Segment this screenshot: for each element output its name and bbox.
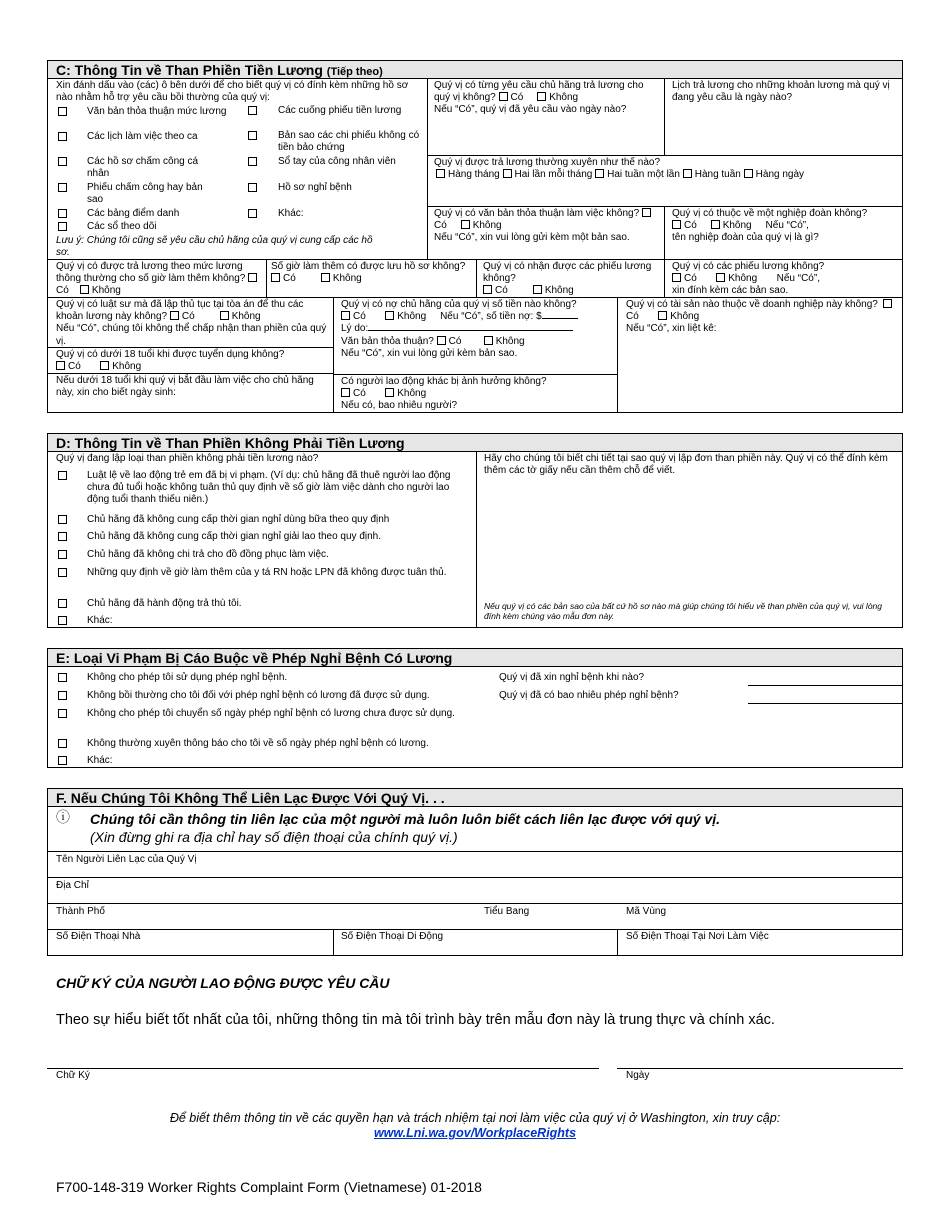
paychecks-received-yes-checkbox[interactable] bbox=[483, 285, 492, 294]
state-field[interactable]: Tiểu Bang bbox=[484, 906, 530, 917]
sick-leave-checkbox[interactable] bbox=[58, 739, 67, 748]
sick-leave-when-question: Quý vị đã xin nghỉ bệnh khi nào? bbox=[499, 672, 645, 683]
owe-agreement-yes-checkbox[interactable] bbox=[437, 336, 446, 345]
section-d-header: D: Thông Tin về Than Phiền Không Phải Tiền Lương bbox=[47, 433, 903, 452]
sick-leave-amount-field[interactable] bbox=[748, 703, 902, 704]
signature-title: CHỮ KÝ CỦA NGƯỜI LAO ĐỘNG ĐƯỢC YÊU CẦU bbox=[56, 975, 390, 991]
section-c-title: C: Thông Tin về Than Phiền Tiền Lương bbox=[56, 62, 323, 78]
non-wage-item: Chủ hãng đã không cung cấp thời gian nghỉ giải lao theo quy định. bbox=[87, 531, 381, 542]
union-question: Quý vị có thuộc về một nghiệp đoàn không? Có Không Nếu “Có”, tên nghiệp đoàn của quý vị là gì? bbox=[672, 208, 868, 244]
owe-question: Quý vị có nợ chủ hãng của quý vị số tiền nào không? Có Không Nếu “Có”, số tiền nợ: $ Lý do: Văn bản thỏa thuận? Có Không Nếu “Có”, xin vui lòng gửi kèm bản sao. bbox=[341, 299, 577, 359]
doc-label: Sổ tay của công nhân viên bbox=[278, 156, 396, 167]
signature-label: Chữ Ký bbox=[56, 1070, 90, 1081]
date-label: Ngày bbox=[626, 1070, 650, 1081]
date-line[interactable] bbox=[617, 1068, 903, 1069]
zip-field[interactable]: Mã Vùng bbox=[626, 906, 667, 917]
cell-phone-field[interactable]: Số Điện Thoại Di Động bbox=[341, 931, 444, 942]
sick-leave-checkbox[interactable] bbox=[58, 756, 67, 765]
home-phone-field[interactable]: Số Điện Thoại Nhà bbox=[56, 931, 141, 942]
footer-info: Để biết thêm thông tin về các quyền hạn và trách nhiệm tại nơi làm việc của quý vị ở Washington, xin truy cập: bbox=[169, 1111, 781, 1125]
non-wage-checkbox[interactable] bbox=[58, 515, 67, 524]
doc-label: Các hồ sơ chấm công cá nhân bbox=[87, 156, 199, 180]
non-wage-item: Chủ hãng đã không chi trả cho đồ đồng phục làm việc. bbox=[87, 549, 329, 560]
complaint-details-note: Nếu quý vị có các bản sao của bất cứ hồ sơ nào mà giúp chúng tôi hiểu về than phiền của quý vị, vui lòng đính kèm chúng vào mẫu đơn này. bbox=[484, 601, 882, 622]
freq-checkbox[interactable] bbox=[503, 169, 512, 178]
pay-schedule-question: Lịch trả lương cho những khoản lương mà quý vị đang yêu cầu là ngày nào? bbox=[672, 80, 890, 104]
section-c-header bbox=[47, 60, 903, 79]
owe-agreement-no-checkbox[interactable] bbox=[484, 336, 493, 345]
signature-line[interactable] bbox=[47, 1068, 599, 1069]
non-wage-question: Quý vị đang lập loại than phiền không phải tiền lương nào? bbox=[56, 453, 319, 464]
birthdate-question: Nếu dưới 18 tuổi khi quý vị bắt đầu làm việc cho chủ hãng này, xin cho biết ngày sinh: bbox=[56, 375, 314, 399]
sick-leave-checkbox[interactable] bbox=[58, 691, 67, 700]
owe-no-checkbox[interactable] bbox=[385, 311, 394, 320]
agreement-no-checkbox[interactable] bbox=[461, 220, 470, 229]
city-field[interactable]: Thành Phố bbox=[56, 906, 105, 917]
sick-leave-when-field[interactable] bbox=[748, 685, 902, 686]
doc-label: Bản sao các chi phiếu không có tiền bảo chứng bbox=[278, 130, 420, 154]
freq-checkbox[interactable] bbox=[744, 169, 753, 178]
request-pay-question: Quý vị có từng yêu cầu chủ hãng trả lương cho quý vị không? Có Không Nếu “Có”, quý vị đã yêu cầu vào ngày nào? bbox=[434, 80, 644, 116]
union-no-checkbox[interactable] bbox=[711, 220, 720, 229]
paid-rate-yes-checkbox[interactable] bbox=[248, 273, 257, 282]
contact-name-field[interactable]: Tên Người Liên Lạc của Quý Vị bbox=[56, 854, 197, 865]
sick-leave-item: Khác: bbox=[87, 755, 113, 766]
pay-frequency-options: Hàng tháng Hai lần mỗi tháng Hai tuần một lần Hàng tuần Hàng ngày bbox=[436, 169, 901, 181]
lawyer-yes-checkbox[interactable] bbox=[170, 311, 179, 320]
non-wage-checkbox[interactable] bbox=[58, 550, 67, 559]
sick-leave-checkbox[interactable] bbox=[58, 673, 67, 682]
sick-leave-item: Không cho phép tôi sử dụng phép nghỉ bệnh. bbox=[87, 672, 288, 683]
others-no-checkbox[interactable] bbox=[385, 388, 394, 397]
overtime-records-question: Số giờ làm thêm có được lưu hồ sơ không? Có Không bbox=[271, 261, 466, 285]
non-wage-checkbox[interactable] bbox=[58, 532, 67, 541]
footer-link[interactable]: www.Lni.wa.gov/WorkplaceRights bbox=[373, 1126, 577, 1140]
doc-checkbox[interactable] bbox=[58, 209, 67, 218]
paychecks-question: Quý vị có các phiếu lương không? Có Không Nếu “Có”, xin đính kèm các bản sao. bbox=[672, 261, 825, 297]
work-agreement-question: Quý vị có văn bản thỏa thuận làm việc không? Có Không Nếu “Có”, xin vui lòng gửi kèm một bản sao. bbox=[434, 208, 662, 245]
doc-label: Khác: bbox=[278, 208, 304, 219]
doc-label: Văn bản thỏa thuận mức lương bbox=[87, 106, 227, 117]
freq-checkbox[interactable] bbox=[595, 169, 604, 178]
sick-leave-checkbox[interactable] bbox=[58, 709, 67, 718]
pay-frequency-question: Quý vị được trả lương thường xuyên như thế nào? bbox=[434, 157, 661, 168]
request-yes-checkbox[interactable] bbox=[499, 92, 508, 101]
section-f-header: F. Nếu Chúng Tôi Không Thể Liên Lạc Được Với Quý Vị. . . bbox=[47, 788, 903, 807]
non-wage-item: Luật lệ về lao động trẻ em đã bị vi phạm. (Ví dụ: chủ hãng đã thuê người lao động chưa đủ tuổi hoặc không tuân thủ quy định về số giờ làm việc dành cho người lao động tuổi thanh thiếu niên.) bbox=[87, 470, 451, 506]
non-wage-item: Khác: bbox=[87, 615, 113, 626]
doc-checkbox[interactable] bbox=[58, 107, 67, 116]
doc-checkbox[interactable] bbox=[248, 209, 257, 218]
info-icon: ⓘ bbox=[56, 809, 70, 825]
assets-yes-checkbox[interactable] bbox=[883, 299, 892, 308]
agreement-yes-checkbox[interactable] bbox=[642, 208, 651, 217]
others-yes-checkbox[interactable] bbox=[341, 388, 350, 397]
paychecks-received-no-checkbox[interactable] bbox=[533, 285, 542, 294]
lawyer-question: Quý vị có luật sư mà đã lập thủ tục tại tòa án để thu các khoản lương này không? Có Không Nếu “Có”, chúng tôi không thể chấp nhận than phiền của quý vị. bbox=[56, 299, 327, 347]
request-no-checkbox[interactable] bbox=[537, 92, 546, 101]
freq-checkbox[interactable] bbox=[683, 169, 692, 178]
under18-yes-checkbox[interactable] bbox=[56, 361, 65, 370]
paid-rate-question: Quý vị có được trả lương theo mức lương thông thường cho số giờ làm thêm không? Có Không bbox=[56, 261, 261, 298]
section-c-title-suffix: (Tiếp theo) bbox=[326, 66, 383, 78]
doc-checkbox[interactable] bbox=[248, 131, 257, 140]
doc-checkbox[interactable] bbox=[248, 183, 257, 192]
non-wage-item: Chủ hãng đã hành động trả thù tôi. bbox=[87, 598, 242, 609]
doc-checkbox[interactable] bbox=[58, 157, 67, 166]
signature-statement: Theo sự hiểu biết tốt nhất của tôi, những thông tin mà tôi trình bày trên mẫu đơn này là trung thực và chính xác. bbox=[56, 1012, 775, 1028]
assets-no-checkbox[interactable] bbox=[658, 311, 667, 320]
non-wage-checkbox[interactable] bbox=[58, 568, 67, 577]
paychecks-yes-checkbox[interactable] bbox=[672, 273, 681, 282]
non-wage-checkbox[interactable] bbox=[58, 616, 67, 625]
overtime-no-checkbox[interactable] bbox=[321, 273, 330, 282]
records-intro: Xin đánh dấu vào (các) ô bên dưới để cho biết quý vị có đính kèm những hồ sơ nào nhằm hỗ trợ yêu cầu bồi thường của quý vị: bbox=[56, 80, 409, 104]
sick-leave-item: Không thường xuyên thông báo cho tôi về số ngày phép nghỉ bệnh có lương. bbox=[87, 738, 429, 749]
records-note: Lưu ý: Chúng tôi cũng sẽ yêu cầu chủ hãng của quý vị cung cấp các hồ sơ. bbox=[56, 235, 373, 259]
doc-label: Hồ sơ nghỉ bệnh bbox=[278, 182, 352, 193]
freq-checkbox[interactable] bbox=[436, 169, 445, 178]
section-e-header: E: Loại Vi Phạm Bị Cáo Buộc về Phép Nghỉ Bệnh Có Lương bbox=[47, 648, 903, 667]
doc-label: Các cuống phiếu tiền lương bbox=[278, 105, 402, 116]
lawyer-no-checkbox[interactable] bbox=[220, 311, 229, 320]
non-wage-item: Những quy định về giờ làm thêm của y tá RN hoặc LPN đã không được tuân thủ. bbox=[87, 567, 447, 578]
assets-question: Quý vị có tài sản nào thuộc về doanh nghiệp này không? Có Không Nếu “Có”, xin liệt kê: bbox=[626, 299, 898, 336]
doc-checkbox[interactable] bbox=[58, 183, 67, 192]
under18-question: Quý vị có dưới 18 tuổi khi được tuyển dụng không? Có Không bbox=[56, 349, 285, 373]
doc-checkbox[interactable] bbox=[58, 132, 67, 141]
owe-yes-checkbox[interactable] bbox=[341, 311, 350, 320]
sick-leave-item: Không bồi thường cho tôi đối với phép nghỉ bệnh có lương đã được sử dụng. bbox=[87, 690, 430, 701]
work-phone-field[interactable]: Số Điện Thoại Tại Nơi Làm Việc bbox=[626, 931, 769, 942]
paychecks-received-question: Quý vị có nhận được các phiếu lương không? Có Không bbox=[483, 261, 652, 297]
non-wage-item: Chủ hãng đã không cung cấp thời gian nghỉ dùng bữa theo quy định bbox=[87, 514, 390, 525]
contact-notice: Chúng tôi cần thông tin liên lạc của một người mà luôn luôn biết cách liên lạc được với quý vị. bbox=[90, 811, 721, 827]
sick-leave-amount-question: Quý vị đã có bao nhiêu phép nghỉ bệnh? bbox=[499, 690, 679, 701]
paychecks-no-checkbox[interactable] bbox=[716, 273, 725, 282]
doc-checkbox[interactable] bbox=[58, 222, 67, 231]
address-field[interactable]: Địa Chỉ bbox=[56, 880, 89, 891]
under18-no-checkbox[interactable] bbox=[100, 361, 109, 370]
union-yes-checkbox[interactable] bbox=[672, 220, 681, 229]
doc-label: Phiếu chấm công hay bản sao bbox=[87, 182, 203, 206]
paid-rate-no-checkbox[interactable] bbox=[80, 285, 89, 294]
doc-checkbox[interactable] bbox=[248, 157, 257, 166]
complaint-details-prompt: Hãy cho chúng tôi biết chi tiết tại sao quý vị lập đơn than phiền này. Quý vị có thể đính kèm thêm các tờ giấy nếu cần thêm chỗ để viết. bbox=[484, 453, 888, 477]
non-wage-checkbox[interactable] bbox=[58, 599, 67, 608]
contact-notice-2: (Xin đừng ghi ra địa chỉ hay số điện thoại của chính quý vị.) bbox=[90, 829, 458, 845]
sick-leave-item: Không cho phép tôi chuyển số ngày phép nghỉ bệnh có lương chưa được sử dụng. bbox=[87, 708, 455, 719]
doc-checkbox[interactable] bbox=[248, 106, 257, 115]
doc-label: Các sổ theo dõi bbox=[87, 221, 157, 232]
overtime-yes-checkbox[interactable] bbox=[271, 273, 280, 282]
non-wage-checkbox[interactable] bbox=[58, 471, 67, 480]
form-id: F700-148-319 Worker Rights Complaint Form (Vietnamese) 01-2018 bbox=[56, 1179, 482, 1195]
doc-label: Các lịch làm việc theo ca bbox=[87, 131, 198, 142]
doc-label: Các bảng điểm danh bbox=[87, 208, 180, 219]
others-affected-question: Có người lao động khác bị ảnh hưởng không? Có Không Nếu có, bao nhiêu người? bbox=[341, 376, 547, 412]
